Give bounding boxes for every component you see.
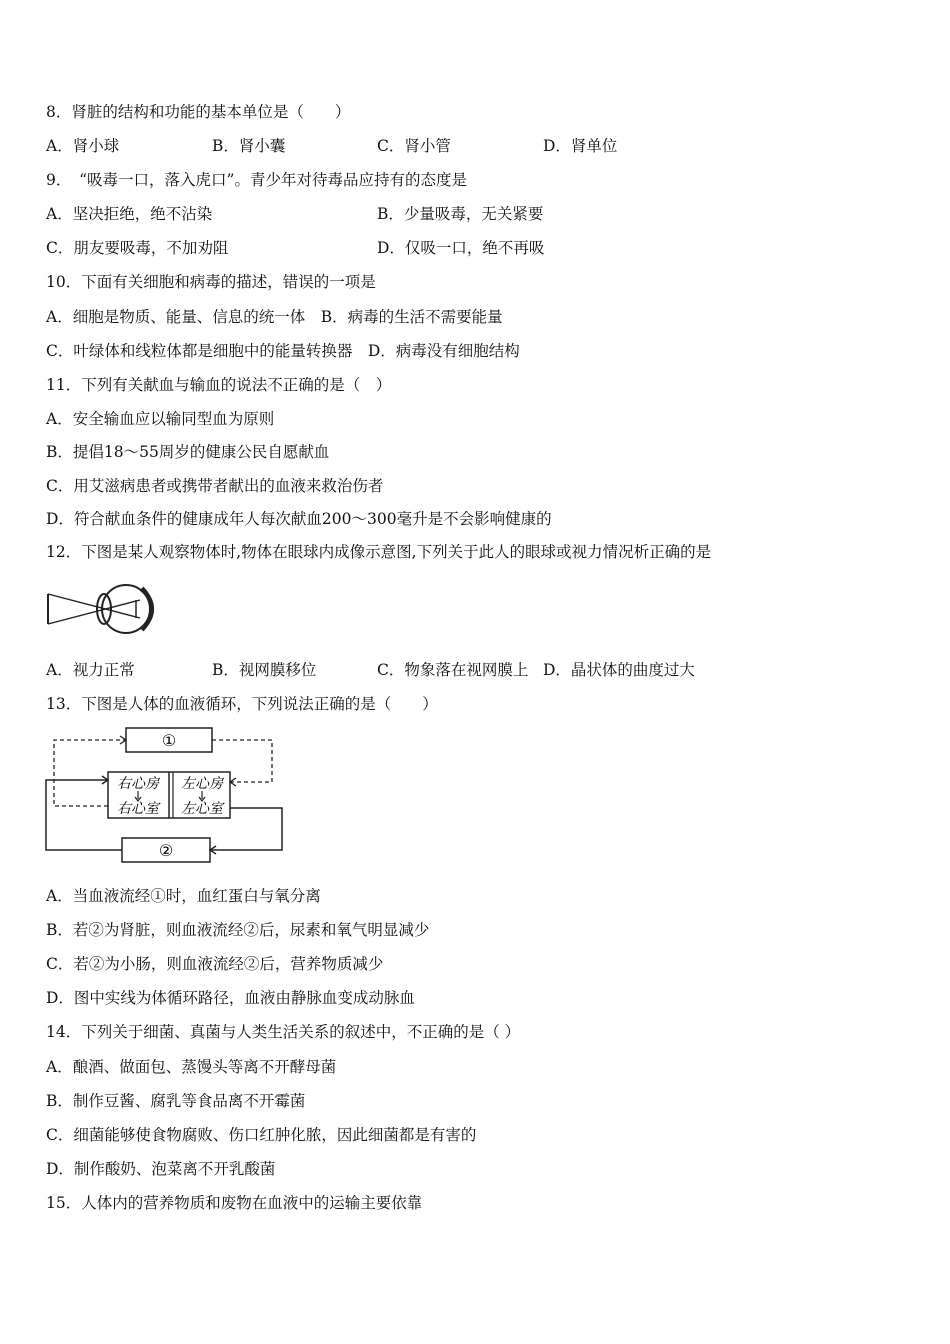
- q8-option-d: D．肾单位: [543, 137, 618, 155]
- q11-option-a: A．安全输血应以输同型血为原则: [46, 410, 275, 428]
- q11-option-c: C．用艾滋病患者或携带者献出的血液来救治伤者: [46, 477, 384, 495]
- q8-option-c: C．肾小管: [377, 137, 451, 155]
- right-atrium-label: 右心房: [117, 776, 159, 792]
- question-8-stem: 8．肾脏的结构和功能的基本单位是（ ）: [46, 103, 351, 121]
- q14-option-c: C．细菌能够使食物腐败、伤口红肿化脓，因此细菌都是有害的: [46, 1126, 477, 1144]
- question-11-stem: 11．下列有关献血与输血的说法不正确的是（ ）: [46, 376, 392, 394]
- question-10-stem: 10．下面有关细胞和病毒的描述，错误的一项是: [46, 273, 376, 291]
- q13-option-a: A．当血液流经①时，血红蛋白与氧分离: [46, 887, 321, 905]
- left-atrium-label: 左心房: [181, 776, 223, 792]
- question-14-stem: 14．下列关于细菌、真菌与人类生活关系的叙述中，不正确的是（ ）: [46, 1023, 521, 1041]
- organ-label-1: ①: [161, 731, 177, 750]
- q13-option-c: C．若②为小肠，则血液流经②后，营养物质减少: [46, 955, 384, 973]
- q14-option-a: A．酿酒、做面包、蒸馒头等离不开酵母菌: [46, 1058, 337, 1076]
- q14-option-d: D．制作酸奶、泡菜离不开乳酸菌: [46, 1160, 276, 1178]
- q10-options-ab: A．细胞是物质、能量、信息的统一体 B．病毒的生活不需要能量: [46, 308, 503, 326]
- q12-option-d: D．晶状体的曲度过大: [543, 661, 695, 679]
- q14-option-b: B．制作豆酱、腐乳等食品离不开霉菌: [46, 1092, 306, 1110]
- question-9-stem: 9． “吸毒一口，落入虎口”。青少年对待毒品应持有的态度是: [46, 171, 467, 189]
- q12-option-a: A．视力正常: [46, 661, 135, 679]
- eye-imaging-diagram: [46, 578, 162, 640]
- question-13-stem: 13．下图是人体的血液循环，下列说法正确的是（ ）: [46, 695, 438, 713]
- q8-option-a: A．肾小球: [46, 137, 120, 155]
- question-15-stem: 15．人体内的营养物质和废物在血液中的运输主要依靠: [46, 1194, 423, 1212]
- q11-option-d: D．符合献血条件的健康成年人每次献血200～300毫升是不会影响健康的: [46, 510, 552, 528]
- q12-option-c: C．物象落在视网膜上: [377, 661, 529, 679]
- q13-option-d: D．图中实线为体循环路径，血液由静脉血变成动脉血: [46, 989, 415, 1007]
- question-12-stem: 12．下图是某人观察物体时,物体在眼球内成像示意图,下列关于此人的眼球或视力情况析正确的是: [46, 543, 712, 561]
- q11-option-b: B．提倡18～55周岁的健康公民自愿献血: [46, 443, 330, 461]
- organ-label-2: ②: [158, 841, 174, 860]
- q9-option-a: A．坚决拒绝，绝不沾染: [46, 205, 213, 223]
- left-ventricle-label: 左心室: [181, 801, 223, 817]
- q9-option-d: D．仅吸一口，绝不再吸: [377, 239, 545, 257]
- q8-option-b: B．肾小囊: [212, 137, 286, 155]
- q9-option-b: B．少量吸毒，无关紧要: [377, 205, 544, 223]
- blood-circulation-diagram: [40, 722, 290, 868]
- q13-option-b: B．若②为肾脏，则血液流经②后，尿素和氧气明显减少: [46, 921, 430, 939]
- q12-option-b: B．视网膜移位: [212, 661, 317, 679]
- q9-option-c: C．朋友要吸毒，不加劝阻: [46, 239, 229, 257]
- q10-options-cd: C．叶绿体和线粒体都是细胞中的能量转换器 D．病毒没有细胞结构: [46, 342, 520, 360]
- right-ventricle-label: 右心室: [117, 801, 159, 817]
